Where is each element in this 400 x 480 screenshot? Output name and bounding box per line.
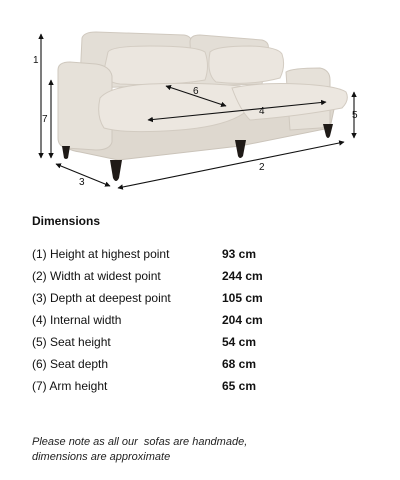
sofa-leg-front-middle xyxy=(235,140,246,158)
dimensions-heading: Dimensions xyxy=(32,214,101,228)
dimension-value: 105 cm xyxy=(222,291,263,305)
sofa-pillow-right xyxy=(209,46,284,83)
sofa-pillow-left xyxy=(104,46,208,85)
dimension-row xyxy=(32,243,332,265)
dimension-value: 244 cm xyxy=(222,269,263,283)
dimension-label: (4) Internal width xyxy=(32,313,122,327)
sofa-leg-back-left xyxy=(62,146,70,159)
sofa-leg-front-right xyxy=(323,124,333,138)
dimension-label: (1) Height at highest point xyxy=(32,247,170,261)
dim-label-1: 1 xyxy=(33,55,39,66)
dimension-label: (6) Seat depth xyxy=(32,357,109,371)
dim-label-3: 3 xyxy=(79,177,85,188)
sofa-leg-front-left xyxy=(110,160,122,181)
dimension-value: 93 cm xyxy=(222,247,257,261)
dimension-label: (2) Width at widest point xyxy=(32,269,161,283)
dimension-value: 65 cm xyxy=(222,379,257,393)
sofa-dimension-diagram xyxy=(0,0,400,200)
dim-label-5: 5 xyxy=(352,110,358,121)
dimension-value: 204 cm xyxy=(222,313,263,327)
dimension-value: 54 cm xyxy=(222,335,257,349)
handmade-note xyxy=(32,435,247,465)
dimension-row xyxy=(32,265,332,287)
note-line-2: dimensions are approximate xyxy=(32,451,171,463)
dimension-label: (3) Depth at deepest point xyxy=(32,291,171,305)
dimension-label: (7) Arm height xyxy=(32,379,108,393)
dim-label-6: 6 xyxy=(193,86,199,97)
dim-label-2: 2 xyxy=(259,162,265,173)
dimension-row xyxy=(32,331,332,353)
dim-label-4: 4 xyxy=(259,106,265,117)
dimensions-list xyxy=(32,243,332,397)
dim-label-7: 7 xyxy=(42,114,48,125)
dimension-value: 68 cm xyxy=(222,357,257,371)
dimension-row xyxy=(32,353,332,375)
dimension-row xyxy=(32,309,332,331)
dimension-row xyxy=(32,287,332,309)
sofa-illustration xyxy=(0,0,400,200)
dimension-row xyxy=(32,375,332,397)
dimension-label: (5) Seat height xyxy=(32,335,111,349)
note-line-1: Please note as all our sofas are handmade, xyxy=(32,436,248,448)
